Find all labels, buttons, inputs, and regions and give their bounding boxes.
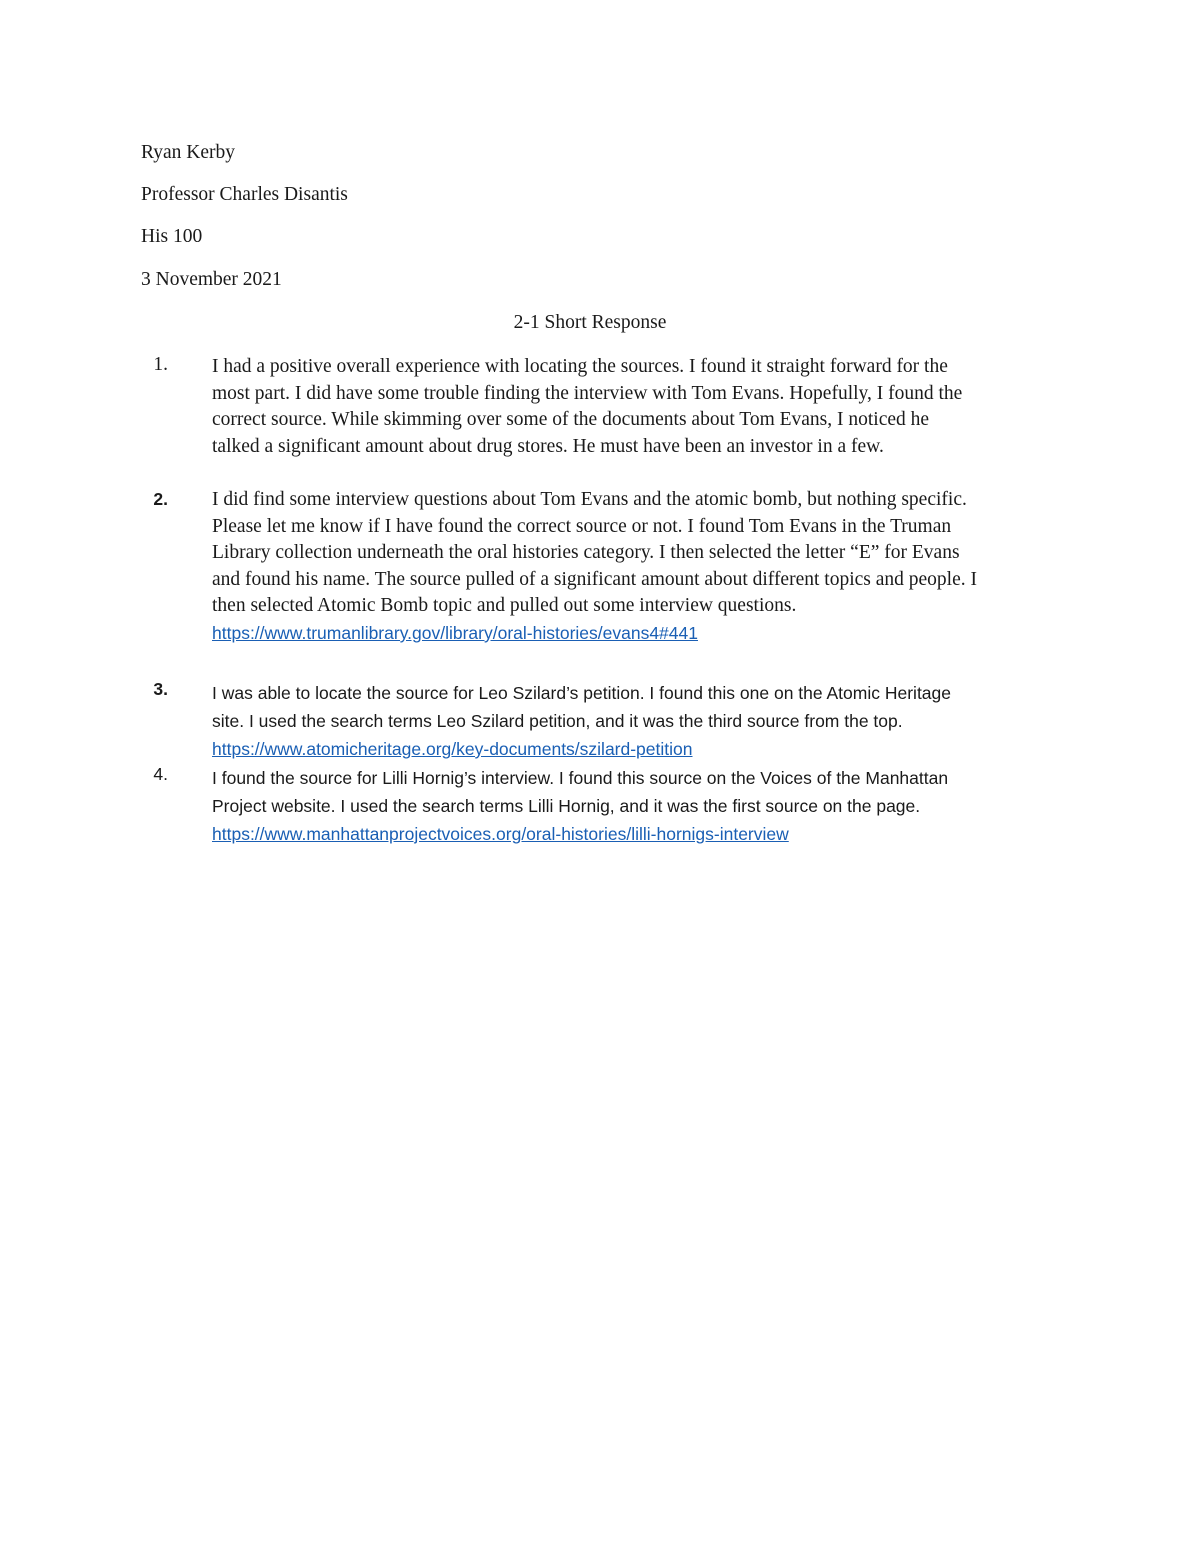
course-name: His 100 (141, 226, 203, 247)
atomic-heritage-link[interactable]: https://www.atomicheritage.org/key-documents/szilard-petition (212, 739, 693, 759)
truman-library-link[interactable]: https://www.trumanlibrary.gov/library/oral-histories/evans4#441 (212, 622, 698, 643)
list-number: 2. (153, 489, 168, 509)
response-text (212, 354, 1072, 460)
text-line: site. I used the search terms Leo Szilard petition, and it was the third source from the top. (212, 711, 903, 731)
text-line: most part. I did have some trouble finding the interview with Tom Evans. Hopefully, I found the (212, 382, 963, 404)
text-line: Library collection underneath the oral histories category. I then selected the letter “E” for Evans (212, 542, 960, 564)
professor-name: Professor Charles Disantis (141, 184, 348, 205)
text-line: and found his name. The source pulled of a significant amount about different topics and people. I (212, 568, 977, 590)
text-line: Project website. I used the search terms Lilli Hornig, and it was the first source on the page. (212, 796, 921, 816)
response-text (212, 679, 1072, 763)
text-line: talked a significant amount about drug stores. He must have been an investor in a few. (212, 435, 884, 457)
list-number: 4. (153, 764, 168, 784)
text-line: I did find some interview questions about Tom Evans and the atomic bomb, but nothing specific. (212, 489, 967, 510)
document-title: 2-1 Short Response (513, 312, 667, 333)
text-line: correct source. While skimming over some of the documents about Tom Evans, I noticed he (212, 409, 930, 431)
student-name: Ryan Kerby (141, 142, 235, 163)
list-number: 3. (153, 679, 168, 699)
text-line: I had a positive overall experience with locating the sources. I found it straight forward for the (212, 356, 948, 377)
text-line: I found the source for Lilli Hornig’s interview. I found this source on the Voices of the Manhattan (212, 768, 949, 788)
text-line: Please let me know if I have found the correct source or not. I found Tom Evans in the Truman (212, 515, 952, 537)
document-date: 3 November 2021 (141, 269, 282, 290)
response-text (212, 487, 1072, 647)
list-number: 1. (153, 354, 168, 375)
response-text (212, 764, 1072, 848)
text-line: then selected Atomic Bomb topic and pulled out some interview questions. (212, 595, 797, 617)
manhattan-project-voices-link[interactable]: https://www.manhattanprojectvoices.org/oral-histories/lilli-hornigs-interview (212, 824, 789, 844)
text-line: I was able to locate the source for Leo Szilard’s petition. I found this one on the Atomic Heritage (212, 683, 951, 703)
